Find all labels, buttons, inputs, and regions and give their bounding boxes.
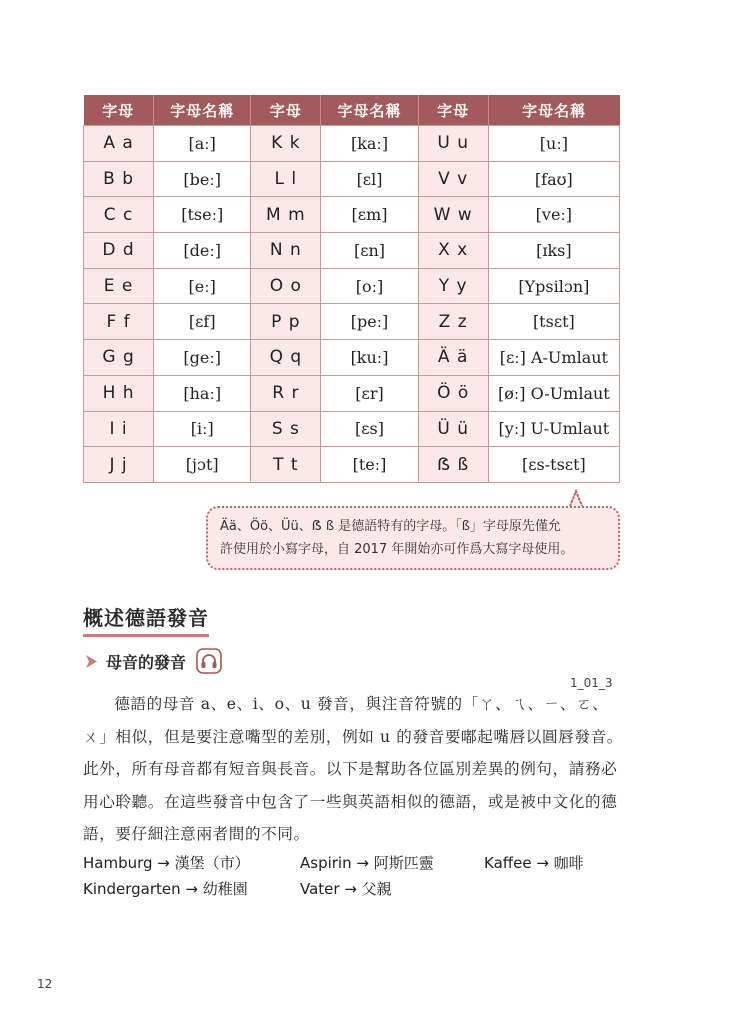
header-letter-2: 字母: [251, 95, 321, 126]
letter-cell: Z z: [418, 304, 488, 340]
table-row: [84, 304, 620, 340]
table-row: [84, 411, 620, 447]
example-item: Hamburg → 漢堡（市）: [83, 854, 250, 872]
subheading-text: 母音的發音: [106, 652, 187, 672]
table-row: [84, 340, 620, 376]
body-paragraph: 德語的母音 a、e、i、o、u 發音，與注音符號的「ㄚ、ㄟ、ㄧ、ㄛ、ㄨ」相似，但是要注意嘴型的差別，例如 u 的發音要嘟起嘴唇以圓唇發音。此外，所有母音都有短音與長音。以下是幫助各位區別差異的例句，請務必用心聆聽。在這些發音中包含了一些與英語相似的德語，或是被中文化的德語，要仔細注意兩者間的不同。: [83, 695, 623, 843]
letter-name-cell: [tsɛt]: [488, 304, 619, 340]
letter-name-cell: [yː] U-Umlaut: [488, 411, 619, 447]
letter-name-cell: [Ypsilɔn]: [488, 268, 619, 304]
letter-name-cell: [ɛs-tsɛt]: [488, 447, 619, 483]
letter-cell: M m: [251, 197, 321, 233]
letter-name-cell: [oː]: [321, 268, 418, 304]
letter-cell: V v: [418, 161, 488, 197]
headphone-audio-icon[interactable]: [196, 648, 222, 674]
arrow-bullet-icon: [83, 653, 100, 670]
letter-name-cell: [veː]: [488, 197, 619, 233]
example-item: Kindergarten → 幼稚園: [83, 880, 248, 898]
subheading: [83, 648, 222, 674]
example-item: Vater → 父親: [300, 880, 392, 898]
letter-name-cell: [kuː]: [321, 340, 418, 376]
letter-cell: Q q: [251, 340, 321, 376]
note-bubble: [206, 506, 620, 570]
letter-cell: D d: [84, 233, 154, 269]
letter-name-cell: [ɛm]: [321, 197, 418, 233]
note-bubble-tail: [567, 489, 585, 507]
letter-cell: K k: [251, 126, 321, 162]
table-row: [84, 233, 620, 269]
letter-cell: Ä ä: [418, 340, 488, 376]
letter-name-cell: [ɛn]: [321, 233, 418, 269]
letter-name-cell: [haː]: [154, 375, 251, 411]
letter-cell: I i: [84, 411, 154, 447]
table-row: [84, 126, 620, 162]
table-row: [84, 197, 620, 233]
letter-name-cell: [peː]: [321, 304, 418, 340]
letter-cell: ẞ ß: [418, 447, 488, 483]
letter-name-cell: [øː] O-Umlaut: [488, 375, 619, 411]
letter-cell: Ü ü: [418, 411, 488, 447]
alphabet-table: [83, 95, 620, 483]
example-item: Aspirin → 阿斯匹靈: [300, 854, 434, 872]
letter-name-cell: [ɛs]: [321, 411, 418, 447]
table-row: [84, 375, 620, 411]
letter-cell: S s: [251, 411, 321, 447]
letter-cell: J j: [84, 447, 154, 483]
table-row: [84, 447, 620, 483]
letter-cell: R r: [251, 375, 321, 411]
letter-name-cell: [uː]: [488, 126, 619, 162]
letter-cell: X x: [418, 233, 488, 269]
letter-name-cell: [ɛl]: [321, 161, 418, 197]
letter-name-cell: [deː]: [154, 233, 251, 269]
letter-cell: N n: [251, 233, 321, 269]
letter-cell: O o: [251, 268, 321, 304]
letter-cell: Y y: [418, 268, 488, 304]
page-number: 12: [37, 977, 53, 991]
letter-cell: A a: [84, 126, 154, 162]
letter-name-cell: [aː]: [154, 126, 251, 162]
header-name-1: 字母名稱: [154, 95, 251, 126]
letter-name-cell: [ɛː] A-Umlaut: [488, 340, 619, 376]
letter-cell: L l: [251, 161, 321, 197]
header-name-3: 字母名稱: [488, 95, 619, 126]
note-line-1: Ää、Öö、Üü、ẞ ß 是德語特有的字母。「ß」字母原先僅允: [220, 519, 561, 534]
letter-name-cell: [eː]: [154, 268, 251, 304]
letter-cell: U u: [418, 126, 488, 162]
header-letter-3: 字母: [418, 95, 488, 126]
letter-cell: B b: [84, 161, 154, 197]
letter-name-cell: [beː]: [154, 161, 251, 197]
table-row: [84, 161, 620, 197]
letter-cell: Ö ö: [418, 375, 488, 411]
letter-cell: P p: [251, 304, 321, 340]
table-row: [84, 268, 620, 304]
letter-name-cell: [ɪks]: [488, 233, 619, 269]
table-header-row: [84, 95, 620, 126]
letter-cell: E e: [84, 268, 154, 304]
letter-name-cell: [ɛf]: [154, 304, 251, 340]
header-name-2: 字母名稱: [321, 95, 418, 126]
letter-name-cell: [jɔt]: [154, 447, 251, 483]
letter-cell: W w: [418, 197, 488, 233]
letter-name-cell: [tseː]: [154, 197, 251, 233]
letter-cell: T t: [251, 447, 321, 483]
header-letter-1: 字母: [84, 95, 154, 126]
letter-cell: F f: [84, 304, 154, 340]
letter-name-cell: [ɛr]: [321, 375, 418, 411]
letter-cell: C c: [84, 197, 154, 233]
letter-cell: H h: [84, 375, 154, 411]
letter-name-cell: [kaː]: [321, 126, 418, 162]
letter-name-cell: [teː]: [321, 447, 418, 483]
letter-name-cell: [geː]: [154, 340, 251, 376]
letter-cell: G g: [84, 340, 154, 376]
letter-name-cell: [iː]: [154, 411, 251, 447]
section-title: 概述德語發音: [83, 602, 209, 637]
example-item: Kaffee → 咖啡: [484, 854, 584, 872]
audio-track-number: 1_01_3: [570, 676, 613, 690]
note-line-2: 許使用於小寫字母，自 2017 年開始亦可作爲大寫字母使用。: [220, 542, 574, 557]
letter-name-cell: [faʊ]: [488, 161, 619, 197]
